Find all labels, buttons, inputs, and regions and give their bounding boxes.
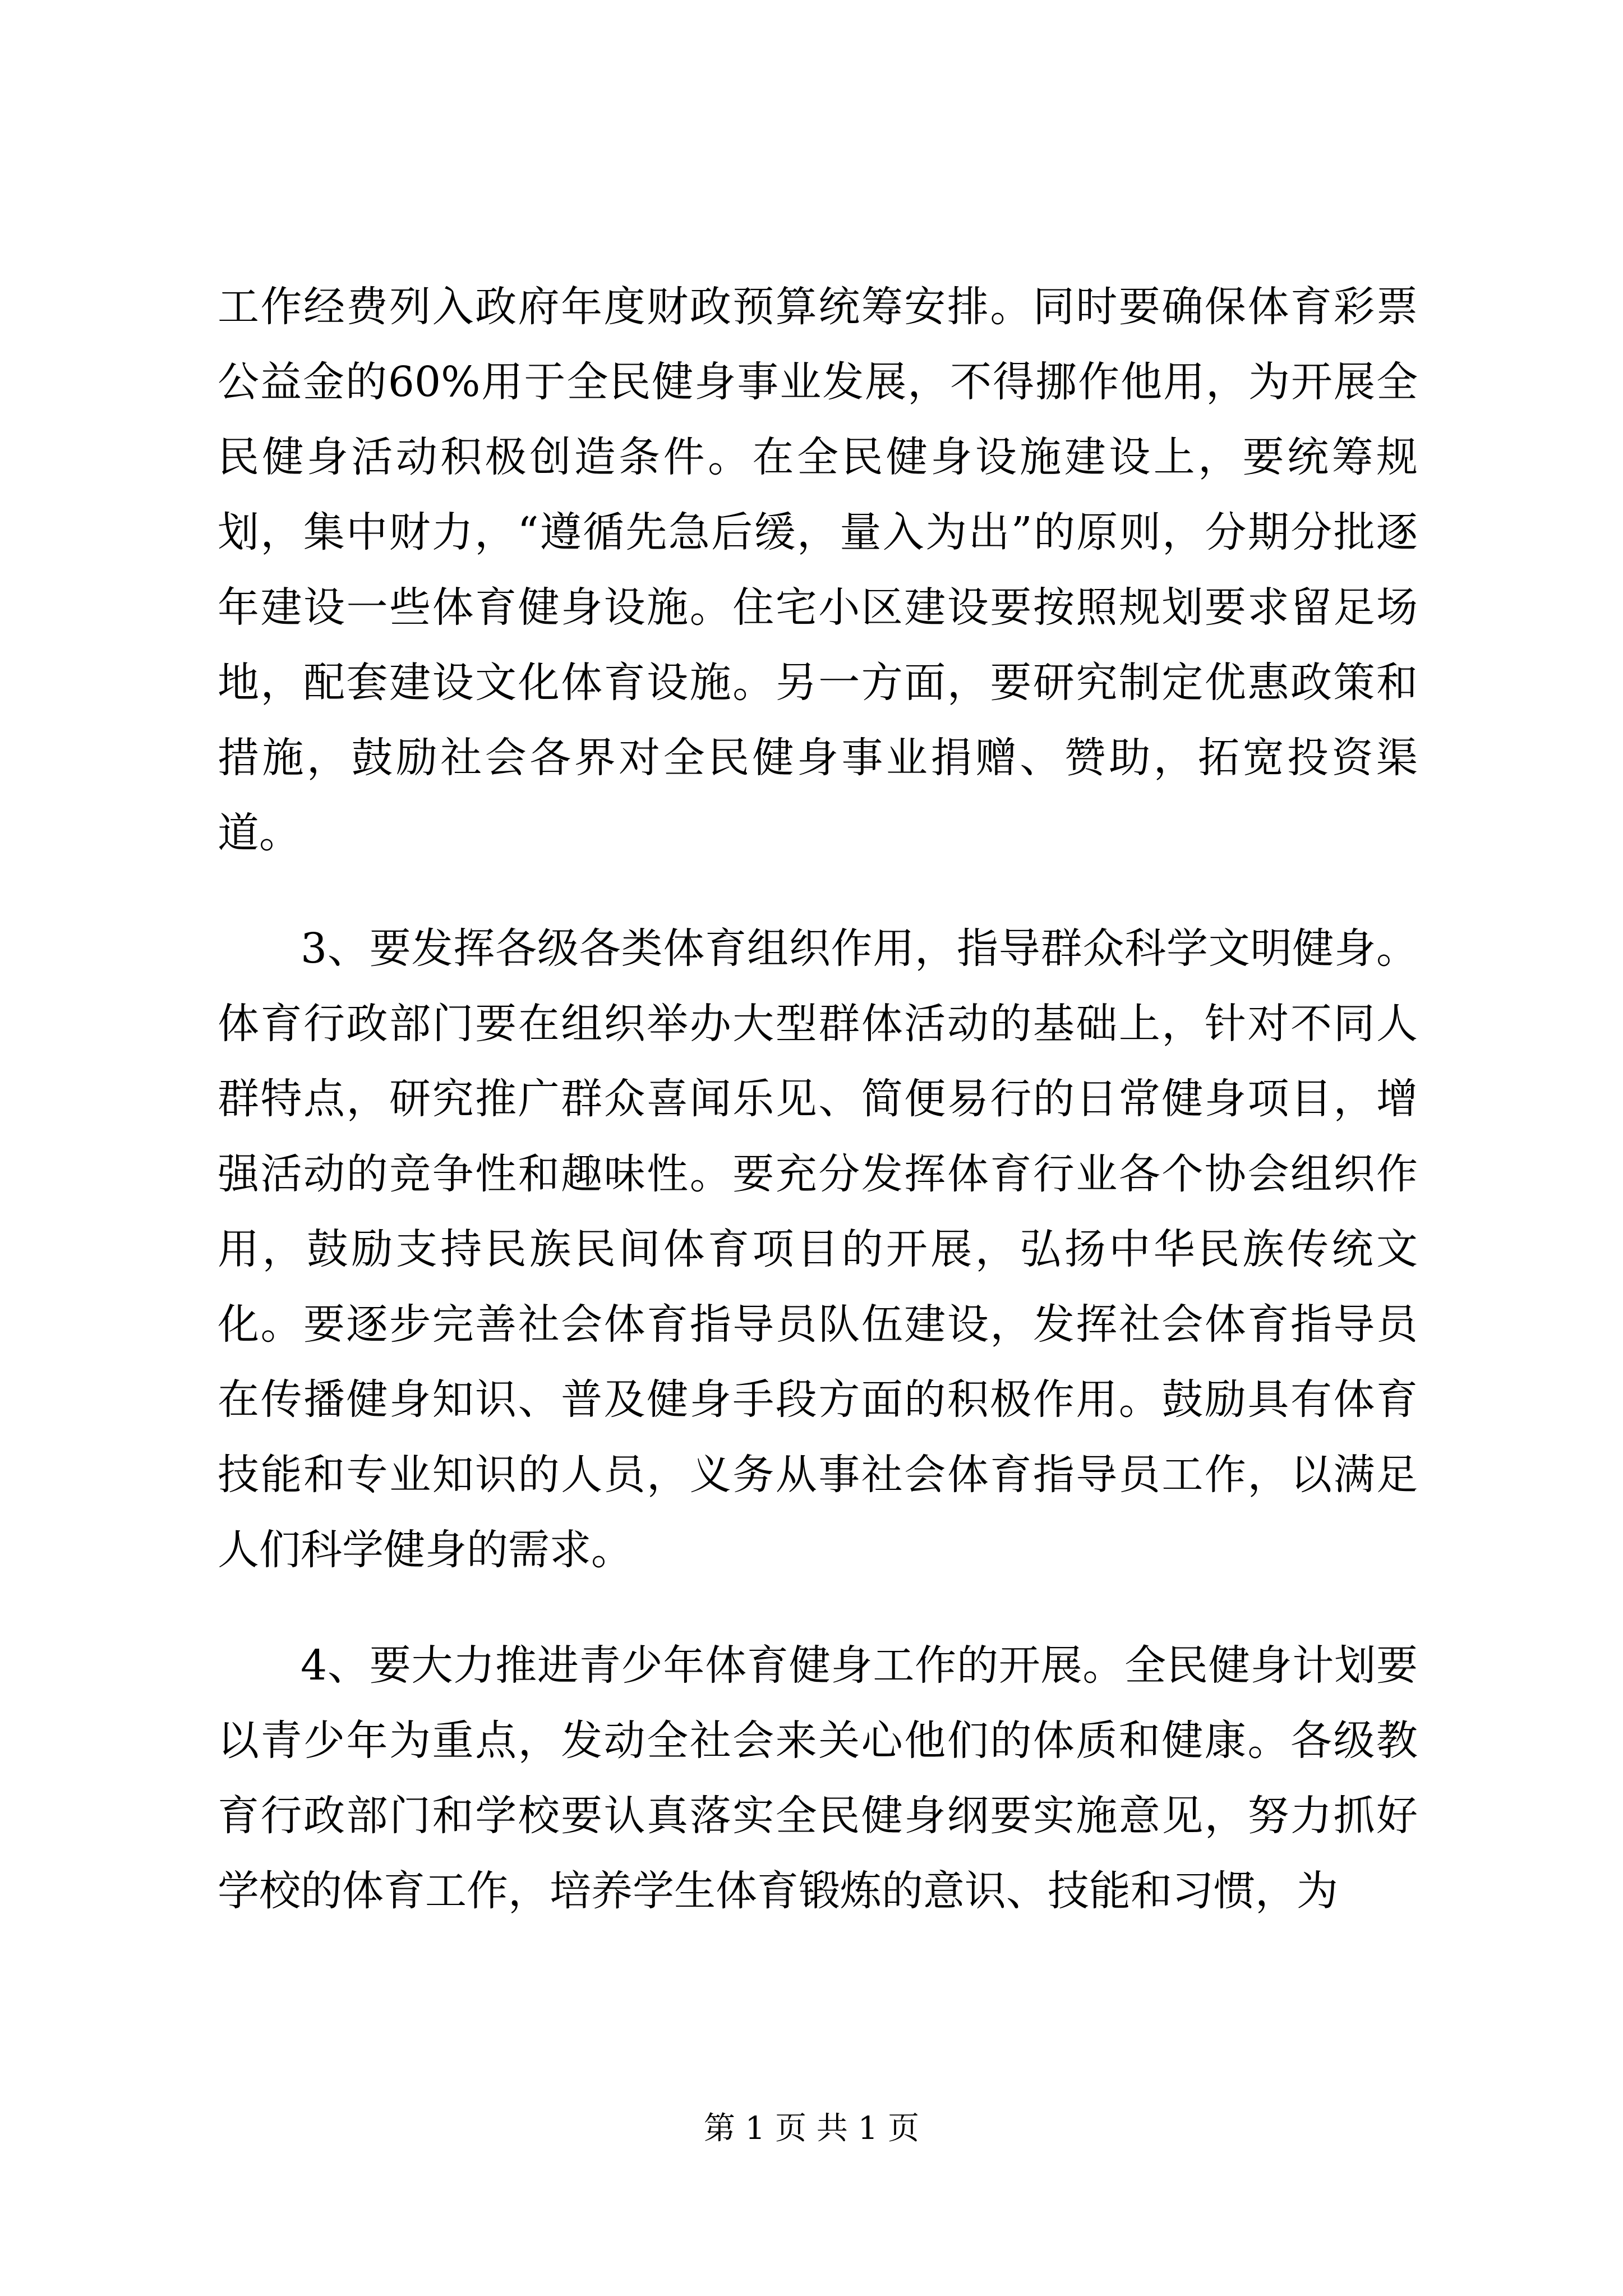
paragraph-item-4: 4、要大力推进青少年体育健身工作的开展。全民健身计划要以青少年为重点，发动全社会来关心他们的体质和健康。各级教育行政部门和学校要认真落实全民健身纲要实施意见，努力抓好学校的体育工作，培养学生体育锻炼的意识、技能和习惯，为 [218,1641,1418,1915]
document-body [218,269,1418,1929]
page-footer [0,2109,1623,2148]
paragraph-item-3: 3、要发挥各级各类体育组织作用，指导群众科学文明健身。体育行政部门要在组织举办大型群体活动的基础上，针对不同人群特点，研究推广群众喜闻乐见、简便易行的日常健身项目，增强活动的竞争性和趣味性。要充分发挥体育行业各个协会组织作用，鼓励支持民族民间体育项目的开展，弘扬中华民族传统文化。要逐步完善社会体育指导员队伍建设，发挥社会体育指导员在传播健身知识、普及健身手段方面的积极作用。鼓励具有体育技能和专业知识的人员，义务从事社会体育指导员工作，以满足人们科学健身的需求。 [218,924,1418,1574]
page-number-label: 第 1 页 共 1 页 [703,2110,920,2147]
paragraph-continuation: 工作经费列入政府年度财政预算统筹安排。同时要确保体育彩票公益金的60%用于全民健身事业发展，不得挪作他用，为开展全民健身活动积极创造条件。在全民健身设施建设上，要统筹规划，集中财力，“遵循先急后缓，量入为出”的原则，分期分批逐年建设一些体育健身设施。住宅小区建设要按照规划要求留足场地，配套建设文化体育设施。另一方面，要研究制定优惠政策和措施，鼓励社会各界对全民健身事业捐赠、赞助，拓宽投资渠道。 [218,283,1418,857]
